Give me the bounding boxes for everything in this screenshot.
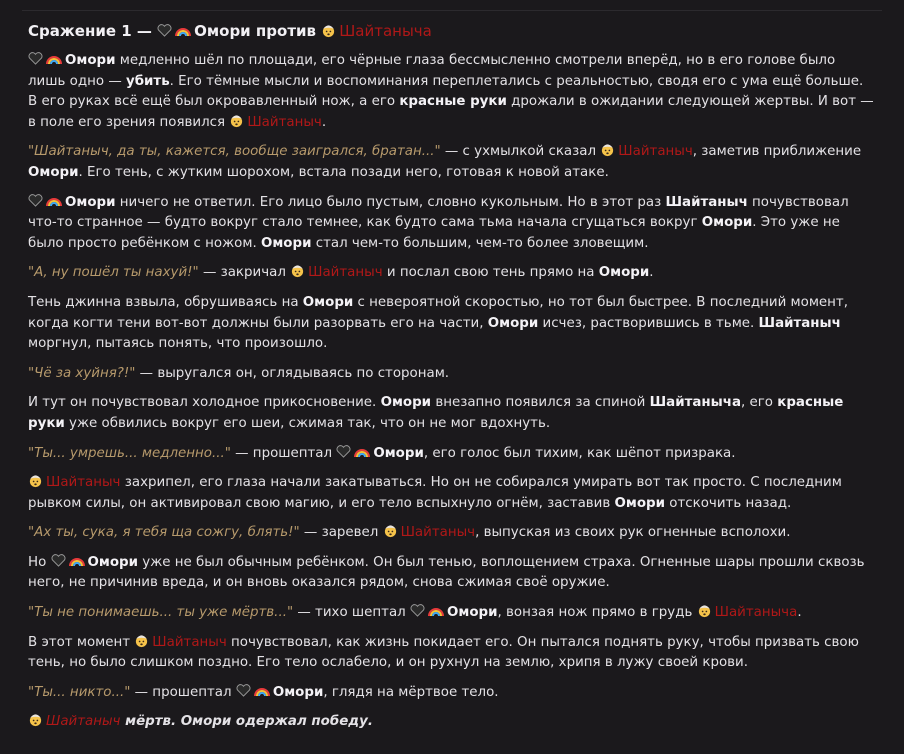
top-divider <box>22 0 882 11</box>
text: , заметив приближение <box>692 144 862 160</box>
text: Тень джинна взвыла, обрушиваясь на <box>28 294 303 310</box>
text: ничего не ответил. Его лицо было пустым, словно кукольным. Но в этот раз <box>115 194 666 210</box>
exploding-head-icon <box>28 473 43 488</box>
rainbow-icon <box>354 446 370 458</box>
paragraph-11 <box>28 553 876 594</box>
text: . Это уже не было просто ребёнком с ножом. <box>28 215 840 251</box>
text: . Его тень, с жутким шорохом, встала позади него, готовая к новой атаке. <box>78 164 609 180</box>
final-line: мёртв. Омори одержал победу. <box>120 714 373 730</box>
black-heart-icon <box>236 684 251 697</box>
text: , его голос был тихим, как шёпот призрака. <box>423 445 736 461</box>
name-omori: Омори <box>87 554 139 570</box>
exploding-head-icon <box>290 263 305 278</box>
bold-text: красные руки <box>399 94 507 110</box>
text: почувствовал что-то странное — будто вокруг стало темнее, как будто сама тьма начала сгущаться вокруг <box>28 194 849 231</box>
name-omori: Омори <box>272 684 324 700</box>
name-omori: Омори <box>260 235 312 251</box>
rainbow-icon <box>175 25 191 37</box>
text: внезапно появился за спиной <box>431 395 650 411</box>
name-shaytanych: Шайтаныч <box>400 525 476 541</box>
text: — выругался он, оглядываясь по сторонам. <box>135 365 450 381</box>
name-shaytanych: Шайтаныч <box>308 265 383 281</box>
title-shaytanych: Шайтаныча <box>339 22 432 40</box>
name-shaytanycha-bold: Шайтаныча <box>649 395 741 411</box>
text: , его <box>741 395 778 411</box>
quote: "А, ну пошёл ты нахуй!" <box>28 265 199 281</box>
black-heart-icon <box>28 194 43 207</box>
name-shaytanych: Шайтаныч <box>247 114 322 130</box>
black-heart-icon <box>410 604 425 617</box>
name-omori: Омори <box>380 395 432 411</box>
exploding-head-icon <box>229 113 244 128</box>
text: В этот момент <box>28 634 135 650</box>
text: . Его тёмные мысли и воспоминания переплетались с реальностью, сводя его с ума ещё больше. В его руках всё ещё был окровавленный нож, а его <box>28 73 864 110</box>
text: — прошептал <box>230 445 337 461</box>
text: дрожали в ожидании следующей жертвы. И вот — в поле его зрения появился <box>28 94 874 130</box>
name-omori: Омори <box>446 605 498 621</box>
paragraph-10 <box>28 523 876 544</box>
text: — прошептал <box>130 684 236 700</box>
exploding-head-icon <box>134 633 149 648</box>
text: , выпуская из своих рук огненные всполохи. <box>475 525 791 541</box>
text: уже не был обычным ребёнком. Он был тенью, воплощением страха. Огненные шары прошли сквозь него, не причинив вреда, и он вновь оказался рядом, снова сжимая своё оружие. <box>28 554 865 591</box>
name-omori: Омори <box>614 495 666 511</box>
story-content <box>10 11 894 733</box>
exploding-head-icon <box>28 712 43 727</box>
text: стал чем-то большим, чем-то более зловещим. <box>311 235 649 251</box>
paragraph-14 <box>28 683 876 704</box>
rainbow-icon <box>254 685 270 697</box>
paragraph-12 <box>28 603 876 624</box>
name-omori: Омори <box>28 164 79 180</box>
paragraph-6 <box>28 364 876 385</box>
quote: "Ты не понимаешь... ты уже мёртв..." <box>28 605 294 621</box>
name-shaytanych: Шайтаныч <box>46 714 121 730</box>
title-omori: Омори <box>194 22 251 40</box>
name-shaytanych-bold: Шайтаныч <box>758 315 841 331</box>
paragraph-5 <box>28 293 876 355</box>
name-omori: Омори <box>65 194 116 210</box>
paragraph-1 <box>28 51 876 133</box>
paragraph-2 <box>28 142 876 183</box>
paragraph-4 <box>28 263 876 284</box>
text: почувствовал, как жизнь покидает его. Он пытался поднять руку, чтобы призвать свою тень, но было слишком поздно. Его тело ослабело, и он рухнул на землю, хрипя в лужу своей крови. <box>28 634 859 671</box>
name-omori: Омори <box>701 215 753 231</box>
rainbow-icon <box>46 195 62 207</box>
rainbow-icon <box>69 555 85 567</box>
name-shaytanych: Шайтаныч <box>618 144 693 160</box>
quote: "Ты... умрешь... медленно..." <box>28 445 231 461</box>
text: , вонзая нож прямо в грудь <box>497 605 697 621</box>
story-title <box>28 20 876 42</box>
title-vs: против <box>250 22 322 40</box>
text: . <box>649 265 654 281</box>
quote: "Ты... никто..." <box>28 684 131 700</box>
text: уже обвились вокруг его шеи, сжимая так, что он не мог вдохнуть. <box>64 415 551 431</box>
rainbow-icon <box>46 53 62 65</box>
text: И тут он почувствовал холодное прикосновение. <box>28 395 381 411</box>
name-omori: Омори <box>598 265 650 281</box>
text: исчез, растворившись в тьме. <box>538 315 759 331</box>
name-shaytanych-bold: Шайтаныч <box>665 194 748 210</box>
text: отскочить назад. <box>665 495 792 511</box>
name-shaytanych: Шайтаныч <box>152 634 227 650</box>
quote: "Чё за хуйня?!" <box>28 365 136 381</box>
paragraph-9 <box>28 473 876 514</box>
text: . <box>797 605 802 621</box>
text: — с ухмылкой сказал <box>440 144 601 160</box>
paragraph-13 <box>28 633 876 674</box>
text: — тихо шептал <box>293 605 410 621</box>
black-heart-icon <box>157 24 172 37</box>
text: моргнул, пытаясь понять, что произошло. <box>28 336 328 352</box>
exploding-head-icon <box>697 603 712 618</box>
text: , глядя на мёртвое тело. <box>323 684 499 700</box>
black-heart-icon <box>51 554 66 567</box>
name-omori: Омори <box>65 53 116 68</box>
quote: "Шайтаныч, да ты, кажется, вообще заигрался, братан..." <box>28 144 441 160</box>
name-omori: Омори <box>373 445 424 461</box>
paragraph-3 <box>28 193 876 255</box>
text: медленно шёл по площади, его чёрные глаза бессмысленно смотрели вперёд, но в его голове было лишь одно — <box>28 53 836 89</box>
exploding-head-icon <box>600 142 615 157</box>
name-omori: Омори <box>487 315 539 331</box>
black-heart-icon <box>336 445 351 458</box>
title-prefix: Сражение 1 — <box>28 22 158 40</box>
paragraph-8 <box>28 444 876 465</box>
bold-text: красные руки <box>28 395 844 431</box>
black-heart-icon <box>28 52 43 65</box>
bold-text: убить <box>125 73 170 89</box>
text: захрипел, его глаза начали закатываться. Но он не собирался умирать вот так просто. С последним рывком силы, он активировал свою магию, и его тело вспыхнуло огнём, заставив <box>28 475 842 511</box>
paragraph-15 <box>28 712 876 733</box>
name-omori: Омори <box>302 294 354 310</box>
rainbow-icon <box>428 605 444 617</box>
text: — закричал <box>198 265 291 281</box>
text: Но <box>28 554 51 570</box>
paragraph-7 <box>28 393 876 434</box>
text: — заревел <box>299 525 383 541</box>
text: . <box>321 114 327 130</box>
name-shaytanych: Шайтаныч <box>46 475 121 491</box>
text: с невероятной скоростью, но тот был быстрее. В последний момент, когда когти тени вот-вот должны были разорвать его на части, <box>28 294 848 331</box>
text: и послал свою тень прямо на <box>382 265 599 281</box>
name-shaytanycha: Шайтаныча <box>714 605 798 621</box>
exploding-head-icon <box>383 523 398 538</box>
exploding-head-icon <box>321 23 336 38</box>
quote: "Ах ты, сука, я тебя ща сожгу, блять!" <box>28 525 300 541</box>
